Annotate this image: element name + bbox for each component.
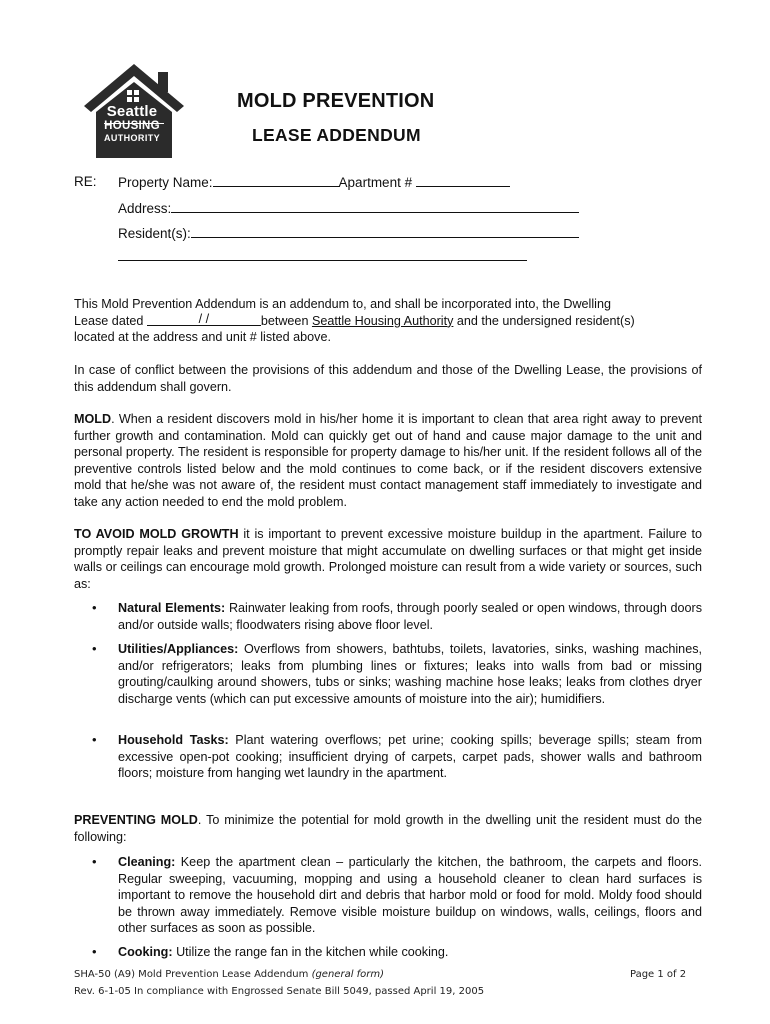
- list-item-cleaning: [118, 854, 702, 937]
- avoid-paragraph: [74, 526, 702, 592]
- conflict-paragraph: In case of conflict between the provisions of this addendum and those of the Dwelling Lease, the provisions of this addendum shall govern.: [74, 363, 702, 394]
- preventing-paragraph: [74, 812, 702, 845]
- logo-line-housing: HOUSING: [104, 120, 160, 132]
- bullet-label: Utilities/Appliances:: [118, 642, 239, 656]
- preventing-text: . To minimize the potential for mold growth in the dwelling unit the resident must do the following:: [74, 813, 702, 844]
- residents-label: Resident(s):: [118, 226, 191, 241]
- mold-paragraph: [74, 411, 702, 511]
- bullet-label: Household Tasks:: [118, 733, 229, 747]
- lease-dated-label: Lease dated: [74, 313, 144, 328]
- list-item-utilities: [118, 641, 702, 707]
- footer-line-2: Rev. 6-1-05 In compliance with Engrossed Senate Bill 5049, passed April 19, 2005: [74, 986, 485, 997]
- footer-line-1: [74, 969, 384, 980]
- logo-wordmark: [92, 104, 172, 144]
- bullet-icon: •: [92, 641, 97, 656]
- address-field[interactable]: [171, 200, 579, 213]
- residents-extra-field[interactable]: [118, 260, 527, 261]
- avoid-text: it is important to prevent excessive moisture buildup in the apartment. Failure to promptly repair leaks and prevent moisture that might accumulate on dwelling surfaces or that might get inside walls or ceilings can encourage mold growth. Prolonged moisture can result from a wide variety or sources, such as:: [74, 527, 702, 591]
- mold-heading: MOLD: [74, 412, 112, 426]
- logo-line-authority: AUTHORITY: [103, 133, 161, 143]
- bullet-icon: •: [92, 600, 97, 615]
- sha-name: Seattle Housing Authority: [311, 313, 454, 328]
- list-item-household: [118, 732, 702, 782]
- property-name-field[interactable]: [213, 174, 339, 187]
- list-item-cooking: [118, 944, 702, 961]
- intro-line-1: This Mold Prevention Addendum is an addendum to, and shall be incorporated into, the Dwelling: [74, 297, 611, 311]
- document-title: MOLD PREVENTION: [237, 90, 435, 112]
- address-label: Address:: [118, 201, 172, 216]
- preventing-heading: PREVENTING MOLD: [74, 813, 198, 827]
- intro-paragraph: [74, 296, 702, 346]
- bullet-label: Cooking:: [118, 945, 173, 959]
- list-item-natural: [118, 600, 702, 633]
- footer-form-id: SHA-50 (A9) Mold Prevention Lease Addendum: [74, 969, 312, 980]
- apartment-label: Apartment #: [338, 175, 413, 190]
- address-row: [118, 200, 579, 216]
- lease-date-slashes: / /: [198, 311, 210, 326]
- bullet-icon: •: [92, 732, 97, 747]
- apartment-field[interactable]: [416, 174, 510, 187]
- residents-field[interactable]: [191, 225, 579, 238]
- bullet-text: Utilize the range fan in the kitchen while cooking.: [172, 945, 449, 959]
- avoid-heading: TO AVOID MOLD GROWTH: [74, 527, 239, 541]
- re-label: RE:: [74, 174, 97, 189]
- footer-form-type: (general form): [311, 969, 385, 980]
- bullet-text: Plant watering overflows; pet urine; cooking spills; beverage spills; steam from excessive open-pot cooking; insufficient drying of carpets, carpet pads, shower walls and bathroom floors; moisture from hanging wet laundry in the apartment.: [118, 733, 702, 781]
- mold-text: . When a resident discovers mold in his/her home it is important to clean that area right away to prevent further growth and contamination. Mold can quickly get out of hand and cause major damage to the unit and personal property. The resident is responsible for property damage to his/her unit. If the resident follows all of the preventive controls listed below and the mold continues to come back, or if the resident discovers extensive mold that he/she was not aware of, the resident must contact management staff immediately to investigate and take any action needed to end the mold problem.: [74, 412, 702, 509]
- intro-line-2-suffix: and the undersigned resident(s): [456, 313, 635, 328]
- property-name-label: Property Name:: [118, 175, 213, 190]
- bullet-label: Cleaning:: [118, 855, 176, 869]
- residents-row: [118, 225, 579, 241]
- page-number: Page 1 of 2: [630, 969, 687, 980]
- intro-line-2: [74, 313, 702, 330]
- lease-date-field[interactable]: [147, 313, 261, 326]
- logo-line-seattle: Seattle: [106, 103, 158, 120]
- bullet-text: Rainwater leaking from roofs, through poorly sealed or open windows, through doors and/or outside walls; floodwaters rising above floor level.: [118, 601, 702, 632]
- document-subtitle: LEASE ADDENDUM: [252, 125, 421, 145]
- bullet-label: Natural Elements:: [118, 601, 226, 615]
- bullet-icon: •: [92, 944, 97, 959]
- property-row: [118, 174, 510, 190]
- bullet-text: Overflows from showers, bathtubs, toilets, lavatories, sinks, washing machines, and/or refrigerators; leaks from plumbing lines or fixtures; leaks into walls from bad or missing grouting/caulking around showers, tubs or sinks; washing machine hose leaks; leaks from clothes dryer discharge vents (which can put excessive amounts of moisture into the air); humidifiers.: [118, 642, 702, 706]
- between-text: between: [260, 313, 309, 328]
- bullet-icon: •: [92, 854, 97, 869]
- bullet-text: Keep the apartment clean – particularly the kitchen, the bathroom, the carpets and floors. Regular sweeping, vacuuming, mopping and using a household cleaner to clean hard surfaces is important to remove the household dirt and debris that harbor mold or food for mold. Moldy food should be thrown away immediately. Remove visible moisture buildup on windows, walls, ceilings, floors and other surfaces as soon as possible.: [118, 855, 702, 936]
- intro-line-3: located at the address and unit # listed above.: [74, 330, 331, 345]
